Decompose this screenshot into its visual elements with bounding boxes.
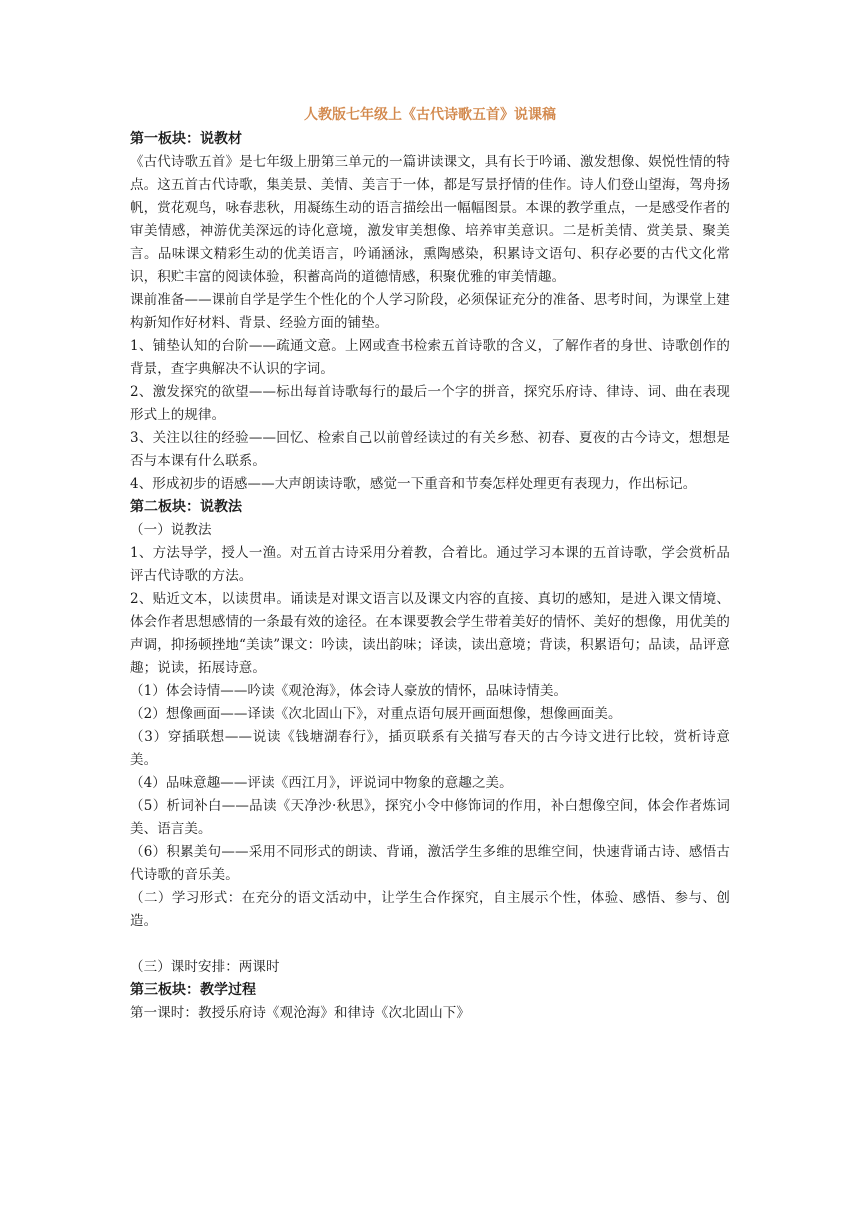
document-title: 人教版七年级上《古代诗歌五首》说课稿: [304, 107, 556, 123]
paragraph: 《古代诗歌五首》是七年级上册第三单元的一篇讲读课文，具有长于吟诵、激发想像、娱悦性情的特点。这五首古代诗歌，集美景、美情、美言于一体，都是写景抒情的佳作。诗人们登山望海，驾舟扬帆，赏花观鸟，咏春悲秋，用凝练生动的语言描绘出一幅幅图景。本课的教学重点，一是感受作者的审美情感，神游优美深远的诗化意境，激发审美想像、培养审美意识。二是析美情、赏美景、聚美言。品味课文精彩生动的优美语言，吟诵涵泳，熏陶感染，积累诗文语句、积存必要的古代文化常识，积贮丰富的阅读体验，积蓄高尚的道德情感，积聚优雅的审美情趣。: [130, 154, 730, 285]
paragraph: （二）学习形式：在充分的语文活动中，让学生合作探究，自主展示个性，体验、感悟、参与、创造。: [130, 890, 730, 929]
paragraph: （4）品味意趣——评读《西江月》，评说词中物象的意趣之美。: [130, 775, 513, 791]
section-heading-teaching-material: 第一板块：说教材: [130, 131, 242, 147]
paragraph: （2）想像画面——译读《次北固山下》，对重点语句展开画面想像，想像画面美。: [130, 706, 622, 722]
paragraph: 课前准备——课前自学是学生个性化的个人学习阶段，必须保证充分的准备、思考时间，为课堂上建构新知作好材料、背景、经验方面的铺垫。: [130, 292, 730, 331]
paragraph: （一）说教法: [130, 522, 212, 538]
paragraph: 2、贴近文本，以读贯串。诵读是对课文语言以及课文内容的直接、真切的感知，是进入课文情境、体会作者思想感情的一条最有效的途径。在本课要教会学生带着美好的情怀、美好的想像，用优美的声调，抑扬顿挫地“美读”课文：吟读，读出韵味；译读，读出意境；背读，积累语句；品读，品评意趣；说读，拓展诗意。: [130, 591, 730, 676]
paragraph: 3、关注以往的经验——回忆、检索自己以前曾经读过的有关乡愁、初春、夏夜的古今诗文，想想是否与本课有什么联系。: [130, 430, 730, 469]
paragraph: 1、铺垫认知的台阶——疏通文意。上网或查书检索五首诗歌的含义，了解作者的身世、诗歌创作的背景，查字典解决不认识的字词。: [130, 338, 730, 377]
paragraph: （1）体会诗情——吟读《观沧海》，体会诗人豪放的情怀，品味诗情美。: [130, 683, 568, 699]
paragraph: （5）析词补白——品读《天净沙·秋思》，探究小令中修饰词的作用，补白想像空间，体会作者炼词美、语言美。: [130, 798, 730, 837]
section-heading-teaching-method: 第二板块：说教法: [130, 499, 242, 515]
paragraph: 2、激发探究的欲望——标出每首诗歌每行的最后一个字的拼音，探究乐府诗、律诗、词、曲在表现形式上的规律。: [130, 384, 730, 423]
paragraph: （6）积累美句——采用不同形式的朗读、背诵，激活学生多维的思维空间，快速背诵古诗、感悟古代诗歌的音乐美。: [130, 844, 730, 883]
paragraph: 1、方法导学，授人一渔。对五首古诗采用分着教，合着比。通过学习本课的五首诗歌，学会赏析品评古代诗歌的方法。: [130, 545, 730, 584]
paragraph: （3）穿插联想——说读《钱塘湖春行》，插页联系有关描写春天的古今诗文进行比较，赏析诗意美。: [130, 729, 730, 768]
blank-line: [130, 933, 730, 956]
paragraph: 4、形成初步的语感——大声朗读诗歌，感觉一下重音和节奏怎样处理更有表现力，作出标记。: [130, 476, 697, 492]
paragraph: 第一课时：教授乐府诗《观沧海》和律诗《次北固山下》: [130, 1005, 470, 1021]
section-heading-teaching-process: 第三板块：教学过程: [130, 982, 256, 998]
document-page: [130, 103, 730, 1025]
paragraph: （三）课时安排：两课时: [130, 959, 280, 975]
